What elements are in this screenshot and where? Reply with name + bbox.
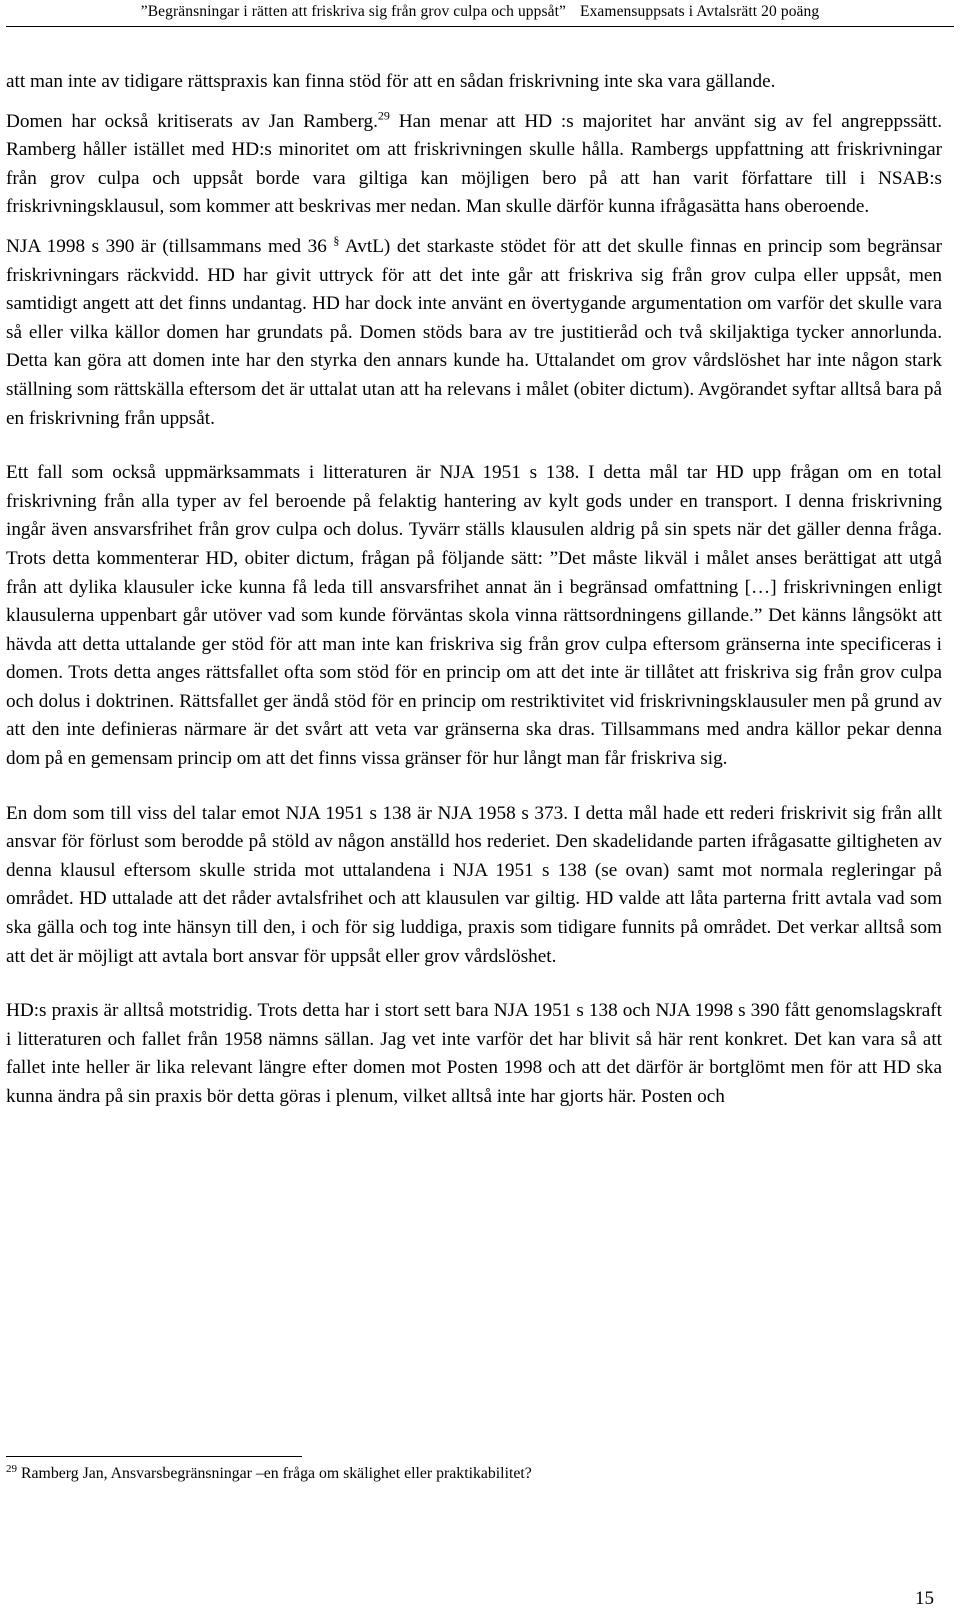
paragraph-3-start: NJA 1998 s 390 är (tillsammans med 36 (6, 235, 334, 257)
paragraph-2-start: Domen har också kritiserats av Jan Ramberg. (6, 110, 378, 132)
paragraph-1: att man inte av tidigare rättspraxis kan finna stöd för att en sådan friskrivning inte ska vara gällande. (6, 71, 776, 92)
page-number: 15 (915, 1588, 934, 1609)
footnote-separator (6, 1456, 302, 1457)
paragraph-2-rest: Han menar att HD :s majoritet har använt sig av fel angreppssätt. Ramberg håller istället med HD:s minoritet om att friskrivningen skulle hålla. Rambergs uppfattning att friskrivningar från grov culpa och uppsåt borde vara giltiga kan möjligen bero på att han varit författare till i NSAB:s friskrivningsklausul, som kommer att beskrivas mer nedan. Man skulle därför kunna ifrågasätta hans oberoende. (6, 110, 942, 218)
footnote-reference[interactable]: 29 (377, 108, 390, 123)
section-sign: § (333, 233, 340, 248)
paragraph-3-rest: AvtL) det starkaste stödet för att det skulle finnas en princip som begränsar friskrivningars räckvidd. HD har givit uttryck för att det inte går att friskriva sig från grov culpa eller uppsåt, men samtidigt angett att det finns undantag. HD har dock inte använt en övertygande argumentation om varför det skulle vara så eller vilka källor domen har grundats på. Domen stöds bara av tre justitieråd och två skiljaktiga tycker annorlunda. Detta kan göra att domen inte har den styrka den annars kunde ha. Uttalandet om grov vårdslöshet har inte någon stark ställning som rättskälla eftersom det är uttalat utan att ha relevans i målet (obiter dictum). Avgörandet syftar alltså bara på en friskrivning från uppsåt. (6, 235, 942, 429)
header-rule (6, 26, 954, 27)
body-text (6, 68, 942, 1138)
paragraph-6: HD:s praxis är alltså motstridig. Trots detta har i stort sett bara NJA 1951 s 138 och NJA 1998 s 390 fått genomslagskraft i litteraturen och fallet från 1958 nämns sällan. Jag vet inte varför det har blivit så här rent konkret. Det kan vara så att fallet inte heller är lika relevant längre efter domen mot Posten 1998 och att det därför är bortglömt men för att HD ska kunna ändra på sin praxis bör detta göras i plenum, vilket alltså inte har gjorts här. Posten och (6, 1000, 942, 1107)
paragraph-5: En dom som till viss del talar emot NJA 1951 s 138 är NJA 1958 s 373. I detta mål hade ett rederi friskrivit sig från allt ansvar för förlust som berodde på stöld av någon anställd hos rederiet. Den skadelidande parten ifrågasatte giltigheten av denna klausul eftersom skulle strida mot uttalandena i NJA 1951 s 138 (se ovan) samt mot normala regleringar på området. HD uttalade att det råder avtalsfrihet och att klausulen var giltig. HD valde att låta parterna fritt avtala vad som ska gälla och tog inte hänsyn till den, i och för sig luddiga, praxis som tidigare funnits på området. Det verkar alltså som att det är möjligt att avtala bort ansvar för uppsåt eller grov vårdslöshet. (6, 802, 942, 967)
paragraph-4: Ett fall som också uppmärksammats i litteraturen är NJA 1951 s 138. I detta mål tar HD upp frågan om en total friskrivning från alla typer av fel beroende på felaktig hantering av kylt gods under en transport. I denna friskrivning ingår även ansvarsfrihet från grov culpa och dolus. Tyvärr ställs klausulen aldrig på sin spets när det gäller denna fråga. Trots detta kommenterar HD, obiter dictum, frågan på följande sätt: ”Det måste likväl i målet anses berättigat att utgå från att dylika klausuler icke kunna få leda till ansvarsfrihet annat än i begränsad omfattning […] friskrivningen enligt klausulerna uppenbart går utöver vad som kunde förväntas skola vinna rättsordningens gillande.” Det känns långsökt att hävda att detta uttalande ger stöd för att man inte kan friskriva sig från grov culpa eftersom gränserna inte specificeras i domen. Trots detta anges rättsfallet ofta som stöd för en princip om att det inte är tillåtet att friskriva sig från grov culpa och dolus i doktrinen. Rättsfallet ger ändå stöd för en princip om restriktivitet vid friskrivningsklausuler men på grund av att den inte definieras närmare är det svårt att veta var gränserna ska dras. Tillsammans med andra källor pekar denna dom på en gemensam princip om att det finns vissa gränser för hur långt man får friskriva sig. (6, 462, 942, 770)
running-header (0, 3, 960, 21)
footnote-number: 29 (6, 1462, 17, 1475)
footnote-text: Ramberg Jan, Ansvarsbegränsningar –en fråga om skälighet eller praktikabilitet? (21, 1465, 532, 1482)
header-title: ”Begränsningar i rätten att friskriva sig från grov culpa och uppsåt” (140, 3, 567, 20)
paragraph-3 (6, 233, 942, 433)
header-series: Examensuppsats i Avtalsrätt 20 poäng (580, 3, 820, 20)
paragraph-2 (6, 108, 942, 222)
footnote (6, 1463, 946, 1485)
